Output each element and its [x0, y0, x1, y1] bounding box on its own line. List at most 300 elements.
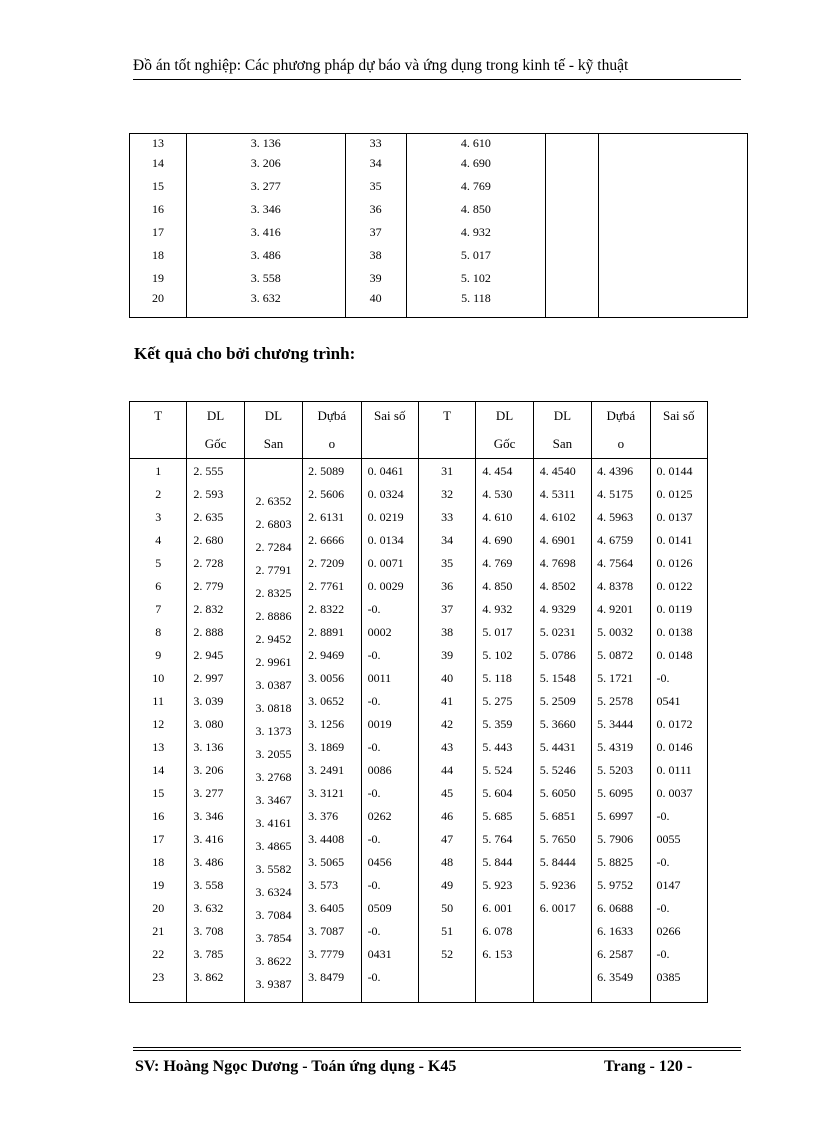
table-cell: 3. 346 [193, 809, 224, 823]
table-cell: 3. 206 [193, 763, 224, 777]
table-cell: 5. 8825 [597, 855, 634, 869]
table-cell: 0. 0461 [367, 464, 404, 478]
table-cell: 3. 3121 [308, 786, 345, 800]
table-cell: 2. 6666 [308, 533, 345, 547]
table1-empty-cell [546, 134, 599, 153]
table-cell: 0019 [367, 717, 392, 731]
table-cell: 5. 0032 [597, 625, 634, 639]
header-sai-so: Sai số [650, 402, 707, 459]
table-cell: 4. 6759 [597, 533, 634, 547]
table-cell: 12 [152, 717, 165, 731]
table-cell: 41 [441, 694, 454, 708]
table-cell: 5. 0786 [539, 648, 576, 662]
table-cell: 8 [155, 625, 162, 639]
table1-empty-cell [599, 290, 748, 318]
table-cell: 18 [152, 855, 165, 869]
table-cell: 5. 6851 [539, 809, 576, 823]
table-cell: 0. 0141 [656, 533, 693, 547]
table-cell: 0. 0219 [367, 510, 404, 524]
table-cell: 2. 680 [193, 533, 224, 547]
header-t: T [130, 402, 187, 459]
table-cell: 3. 1373 [255, 724, 292, 738]
table-cell: 3. 5582 [255, 862, 292, 876]
table-cell: 2. 593 [193, 487, 224, 501]
col-left-sai-so [362, 459, 418, 989]
data-table-1 [129, 133, 748, 318]
table-cell: 5. 1721 [597, 671, 634, 685]
table1-value-left: 3. 632 [186, 290, 345, 318]
table-cell: 0147 [656, 878, 681, 892]
table-cell: 5. 5203 [597, 763, 634, 777]
table-cell: -0. [367, 970, 381, 984]
table-cell: 31 [441, 464, 454, 478]
table-cell: 2. 7209 [308, 556, 345, 570]
table-cell: 7 [155, 602, 162, 616]
table1-index-left: 15 [151, 179, 164, 193]
table1-value-left: 3. 277 [186, 175, 345, 198]
table-cell: 4. 610 [482, 510, 513, 524]
col-right-sai-so [651, 459, 707, 989]
table-cell: 52 [441, 947, 454, 961]
table-cell: 5. 275 [482, 694, 513, 708]
table1-value-right: 4. 932 [406, 221, 546, 244]
table-cell: 2. 9961 [255, 655, 292, 669]
table-cell: 17 [152, 832, 165, 846]
table1-value-left: 3. 136 [186, 134, 345, 153]
table-cell: 50 [441, 901, 454, 915]
table1-empty-cell [599, 221, 748, 244]
results-header-row [130, 402, 708, 459]
table1-row [130, 198, 748, 221]
table-cell: 5. 844 [482, 855, 513, 869]
table-cell: 48 [441, 855, 454, 869]
table1-index-right: 36 [345, 198, 406, 221]
footer-author: SV: Hoàng Ngọc Dương - Toán ứng dụng - K45 [135, 1058, 457, 1075]
table-cell: 0086 [367, 763, 392, 777]
table-cell: 2. 6352 [255, 494, 292, 508]
table-cell: 2. 6131 [308, 510, 345, 524]
table1-index-left: 17 [151, 225, 164, 239]
table-cell: 0. 0146 [656, 740, 693, 754]
table-cell: -0. [367, 648, 381, 662]
header-t: T [418, 402, 475, 459]
table-cell: 32 [441, 487, 454, 501]
table-cell: -0. [656, 671, 670, 685]
table-cell: 5. 2509 [539, 694, 576, 708]
header-dl-goc: DL Gốc [187, 402, 244, 459]
table-cell: 38 [441, 625, 454, 639]
footer-rule [133, 1050, 741, 1051]
table1-index-right: 34 [345, 152, 406, 175]
table-cell: 5. 2578 [597, 694, 634, 708]
table-cell: 0. 0324 [367, 487, 404, 501]
table-cell: 34 [441, 533, 454, 547]
table-cell: 36 [441, 579, 454, 593]
table-cell: 0. 0126 [656, 556, 693, 570]
table1-index-right: 37 [345, 221, 406, 244]
table1-value-left: 3. 206 [186, 152, 345, 175]
table-cell: 3. 7084 [255, 908, 292, 922]
table-cell: 2. 7791 [255, 563, 292, 577]
table-cell: 5. 5246 [539, 763, 576, 777]
table-cell: 4. 454 [482, 464, 513, 478]
table-cell: -0. [367, 832, 381, 846]
table-cell: 6. 0688 [597, 901, 634, 915]
table-cell: 3. 5065 [308, 855, 345, 869]
table-cell: 0. 0134 [367, 533, 404, 547]
table-cell: -0. [367, 786, 381, 800]
table-cell: 2. 7284 [255, 540, 292, 554]
table1-empty-cell [599, 198, 748, 221]
table-cell: 2. 9469 [308, 648, 345, 662]
table-cell: 0. 0122 [656, 579, 693, 593]
table1-empty-cell [599, 267, 748, 290]
table-cell: 6. 001 [482, 901, 513, 915]
table-cell: 0. 0071 [367, 556, 404, 570]
table-cell: 44 [441, 763, 454, 777]
table-cell: 4 [155, 533, 162, 547]
table1-index-right: 40 [345, 290, 406, 318]
table-cell: 0262 [367, 809, 392, 823]
table-cell: 4. 6102 [539, 510, 576, 524]
table-cell: -0. [656, 901, 670, 915]
table-cell: 2. 6803 [255, 517, 292, 531]
page-header: Đồ án tốt nghiệp: Các phương pháp dự báo và ứng dụng trong kinh tế - kỹ thuật [133, 57, 741, 80]
table-cell: 5. 9236 [539, 878, 576, 892]
table-cell: 0. 0172 [656, 717, 693, 731]
table-cell: 0. 0111 [656, 763, 692, 777]
footer-page-number: Trang - 120 - [604, 1058, 693, 1075]
table-cell: 14 [152, 763, 165, 777]
col-right-dl-goc [476, 459, 532, 966]
table-cell: 3. 4161 [255, 816, 292, 830]
table1-index-right: 33 [345, 134, 406, 153]
table-cell: 3. 416 [193, 832, 224, 846]
table-cell: 3. 708 [193, 924, 224, 938]
table-cell: 5. 359 [482, 717, 513, 731]
table-cell: 3. 632 [193, 901, 224, 915]
table-cell: 3. 1869 [308, 740, 345, 754]
table-cell: 22 [152, 947, 165, 961]
col-right-t [419, 459, 475, 966]
table-cell: -0. [367, 878, 381, 892]
table-cell: 0. 0029 [367, 579, 404, 593]
header-dl-san: DL San [244, 402, 302, 459]
table-cell: 4. 9201 [597, 602, 634, 616]
header-dl-san: DL San [533, 402, 591, 459]
table-cell: 4. 5175 [597, 487, 634, 501]
table-cell: 46 [441, 809, 454, 823]
table-cell: 19 [152, 878, 165, 892]
table-cell: 4. 8378 [597, 579, 634, 593]
table-cell: 5. 764 [482, 832, 513, 846]
table1-row [130, 244, 748, 267]
table-cell: 5. 6095 [597, 786, 634, 800]
table-cell: 3. 0652 [308, 694, 345, 708]
table-cell: 2. 635 [193, 510, 224, 524]
table1-row [130, 290, 748, 318]
table-cell: 5. 9752 [597, 878, 634, 892]
table-cell: 0. 0125 [656, 487, 693, 501]
table-cell: 3. 4865 [255, 839, 292, 853]
table-cell: 6. 0017 [539, 901, 576, 915]
table1-row [130, 175, 748, 198]
table1-value-left: 3. 558 [186, 267, 345, 290]
table-cell: 2. 728 [193, 556, 224, 570]
col-left-dl-san [245, 459, 302, 996]
table-cell: 0. 0037 [656, 786, 693, 800]
table-cell: 3. 9387 [255, 977, 292, 991]
table-cell: 11 [152, 694, 164, 708]
table-cell: 3. 6405 [308, 901, 345, 915]
table-cell: 2. 5089 [308, 464, 345, 478]
table-cell: 3. 862 [193, 970, 224, 984]
table-cell: 5. 3444 [597, 717, 634, 731]
table-cell: 5. 118 [482, 671, 512, 685]
table-cell: 0509 [367, 901, 392, 915]
table-cell: 6. 2587 [597, 947, 634, 961]
table-cell: 0. 0144 [656, 464, 693, 478]
results-table [129, 401, 708, 1003]
table-cell: 3. 7854 [255, 931, 292, 945]
table-cell: 3. 2055 [255, 747, 292, 761]
table-cell: 3. 136 [193, 740, 224, 754]
table-cell: 5. 923 [482, 878, 513, 892]
table-cell: 5 [155, 556, 162, 570]
table-cell: 0. 0138 [656, 625, 693, 639]
table-cell: 5. 8444 [539, 855, 576, 869]
table-cell: 42 [441, 717, 454, 731]
table-cell: 3. 3467 [255, 793, 292, 807]
table-cell: 43 [441, 740, 454, 754]
table-cell: 4. 5311 [539, 487, 576, 501]
table-cell: 9 [155, 648, 162, 662]
results-body-row [130, 459, 708, 1003]
table1-empty-cell [599, 134, 748, 153]
table-cell: 6 [155, 579, 162, 593]
table-cell: 3. 8479 [308, 970, 345, 984]
table-cell: 5. 443 [482, 740, 513, 754]
table-cell: 3. 2491 [308, 763, 345, 777]
table-cell: 3. 8622 [255, 954, 292, 968]
table-cell: 3 [155, 510, 162, 524]
table-cell: 13 [152, 740, 165, 754]
table1-empty-cell [546, 244, 599, 267]
table-cell: 5. 0231 [539, 625, 576, 639]
table-cell: 4. 769 [482, 556, 513, 570]
table-cell: 5. 4431 [539, 740, 576, 754]
table-cell: 2. 888 [193, 625, 224, 639]
table-cell: 4. 4396 [597, 464, 634, 478]
table-cell: 0385 [656, 970, 681, 984]
table1-index-left: 19 [151, 271, 164, 285]
header-du-bao: Dựbá o [592, 402, 650, 459]
table-cell: 3. 277 [193, 786, 224, 800]
table1-index-left: 16 [151, 202, 164, 216]
table-cell: 10 [152, 671, 165, 685]
table-cell: 15 [152, 786, 165, 800]
header-dl-goc: DL Gốc [476, 402, 533, 459]
table-cell: 16 [152, 809, 165, 823]
table-cell: 0. 0137 [656, 510, 693, 524]
table-cell: 5. 102 [482, 648, 513, 662]
table-cell: -0. [656, 855, 670, 869]
table-cell: 4. 5963 [597, 510, 634, 524]
table-cell: 2. 832 [193, 602, 224, 616]
table1-empty-cell [546, 267, 599, 290]
table-cell: 49 [441, 878, 454, 892]
col-left-dl-goc [187, 459, 243, 989]
table1-empty-cell [546, 198, 599, 221]
table-cell: 5. 4319 [597, 740, 634, 754]
table1-value-right: 5. 102 [406, 267, 546, 290]
col-left-t [130, 459, 186, 989]
table1-row [130, 134, 748, 153]
table-cell: 5. 0872 [597, 648, 634, 662]
table1-value-right: 4. 850 [406, 198, 546, 221]
table-cell: 3. 7779 [308, 947, 345, 961]
table-cell: 5. 6050 [539, 786, 576, 800]
table1-empty-cell [546, 290, 599, 318]
table1-value-left: 3. 486 [186, 244, 345, 267]
section-title: Kết quả cho bởi chương trình: [134, 344, 356, 363]
table-cell: 3. 080 [193, 717, 224, 731]
table-cell: 5. 7650 [539, 832, 576, 846]
table1-index-left: 20 [151, 291, 164, 305]
table-cell: 0055 [656, 832, 681, 846]
table-cell: 2. 997 [193, 671, 224, 685]
table1-value-right: 4. 610 [406, 134, 546, 153]
table-cell: 3. 573 [308, 878, 339, 892]
table1-value-right: 5. 017 [406, 244, 546, 267]
table-cell: 5. 6997 [597, 809, 634, 823]
table-cell: 5. 017 [482, 625, 513, 639]
table-cell: 2. 8325 [255, 586, 292, 600]
table-cell: 5. 604 [482, 786, 513, 800]
col-right-dl-san [534, 459, 591, 920]
table-cell: 3. 0387 [255, 678, 292, 692]
table1-index-right: 39 [345, 267, 406, 290]
table1-empty-cell [599, 152, 748, 175]
table-cell: 3. 039 [193, 694, 224, 708]
table-cell: 40 [441, 671, 454, 685]
table-cell: 5. 7906 [597, 832, 634, 846]
table-cell: 0456 [367, 855, 392, 869]
table-cell: -0. [656, 947, 670, 961]
table-cell: 0002 [367, 625, 392, 639]
table-cell: 3. 558 [193, 878, 224, 892]
table1-empty-cell [546, 221, 599, 244]
table1-value-right: 4. 769 [406, 175, 546, 198]
table-cell: 47 [441, 832, 454, 846]
table-cell: 2. 8891 [308, 625, 345, 639]
table-cell: 4. 4540 [539, 464, 576, 478]
table-cell: 3. 0056 [308, 671, 345, 685]
table-cell: 4. 530 [482, 487, 513, 501]
table-cell: -0. [367, 740, 381, 754]
col-right-du-bao [592, 459, 649, 989]
table1-empty-cell [546, 152, 599, 175]
table-cell: 4. 7564 [597, 556, 634, 570]
table1-value-left: 3. 346 [186, 198, 345, 221]
table-cell: 23 [152, 970, 165, 984]
table-cell: 35 [441, 556, 454, 570]
table-cell: -0. [367, 924, 381, 938]
table-cell: 3. 6324 [255, 885, 292, 899]
table-cell: 3. 7087 [308, 924, 345, 938]
table-cell: 0. 0148 [656, 648, 693, 662]
table-cell: 6. 3549 [597, 970, 634, 984]
table-cell: 0011 [367, 671, 392, 685]
table-cell: 6. 1633 [597, 924, 634, 938]
table1-index-left: 18 [151, 248, 164, 262]
table-cell: 5. 1548 [539, 671, 576, 685]
table-cell: 2. 555 [193, 464, 224, 478]
table-cell: 4. 850 [482, 579, 513, 593]
table-cell: 4. 932 [482, 602, 513, 616]
table-cell: 5. 524 [482, 763, 513, 777]
table1-index-right: 38 [345, 244, 406, 267]
table-cell: 39 [441, 648, 454, 662]
table-cell: 0. 0119 [656, 602, 693, 616]
table1-row [130, 152, 748, 175]
table-cell: 33 [441, 510, 454, 524]
col-left-du-bao [303, 459, 360, 989]
table-cell: 5. 3660 [539, 717, 576, 731]
table-cell: -0. [656, 809, 670, 823]
header-sai-so: Sai số [361, 402, 418, 459]
table-cell: 2. 945 [193, 648, 224, 662]
table-cell: 3. 376 [308, 809, 339, 823]
footer-rule [133, 1047, 741, 1048]
table-cell: 2. 8886 [255, 609, 292, 623]
table1-empty-cell [599, 175, 748, 198]
table-cell: 2. 8322 [308, 602, 345, 616]
table-cell: 21 [152, 924, 165, 938]
table1-row [130, 267, 748, 290]
table-cell: 2 [155, 487, 162, 501]
table1-index-left: 14 [151, 156, 164, 170]
table-cell: 45 [441, 786, 454, 800]
table-cell: 3. 2768 [255, 770, 292, 784]
table-cell: 4. 690 [482, 533, 513, 547]
table-cell: 5. 685 [482, 809, 513, 823]
table1-index-left: 13 [151, 135, 164, 150]
table-cell: 51 [441, 924, 454, 938]
table1-empty-cell [546, 175, 599, 198]
table-cell: 2. 779 [193, 579, 224, 593]
table-cell: 3. 486 [193, 855, 224, 869]
table1-value-right: 4. 690 [406, 152, 546, 175]
table1-index-right: 35 [345, 175, 406, 198]
table1-row [130, 221, 748, 244]
table-cell: 3. 1256 [308, 717, 345, 731]
table-cell: 3. 4408 [308, 832, 345, 846]
table-cell: 6. 078 [482, 924, 513, 938]
table-cell: 3. 0818 [255, 701, 292, 715]
header-du-bao: Dựbá o [303, 402, 361, 459]
table-cell: 37 [441, 602, 454, 616]
table1-value-left: 3. 416 [186, 221, 345, 244]
table-cell: 4. 6901 [539, 533, 576, 547]
table1-empty-cell [599, 244, 748, 267]
table-cell: 2. 9452 [255, 632, 292, 646]
table-cell: 4. 7698 [539, 556, 576, 570]
table-cell: -0. [367, 602, 381, 616]
table-cell: 0431 [367, 947, 392, 961]
table1-value-right: 5. 118 [406, 290, 546, 318]
table-cell: 3. 785 [193, 947, 224, 961]
